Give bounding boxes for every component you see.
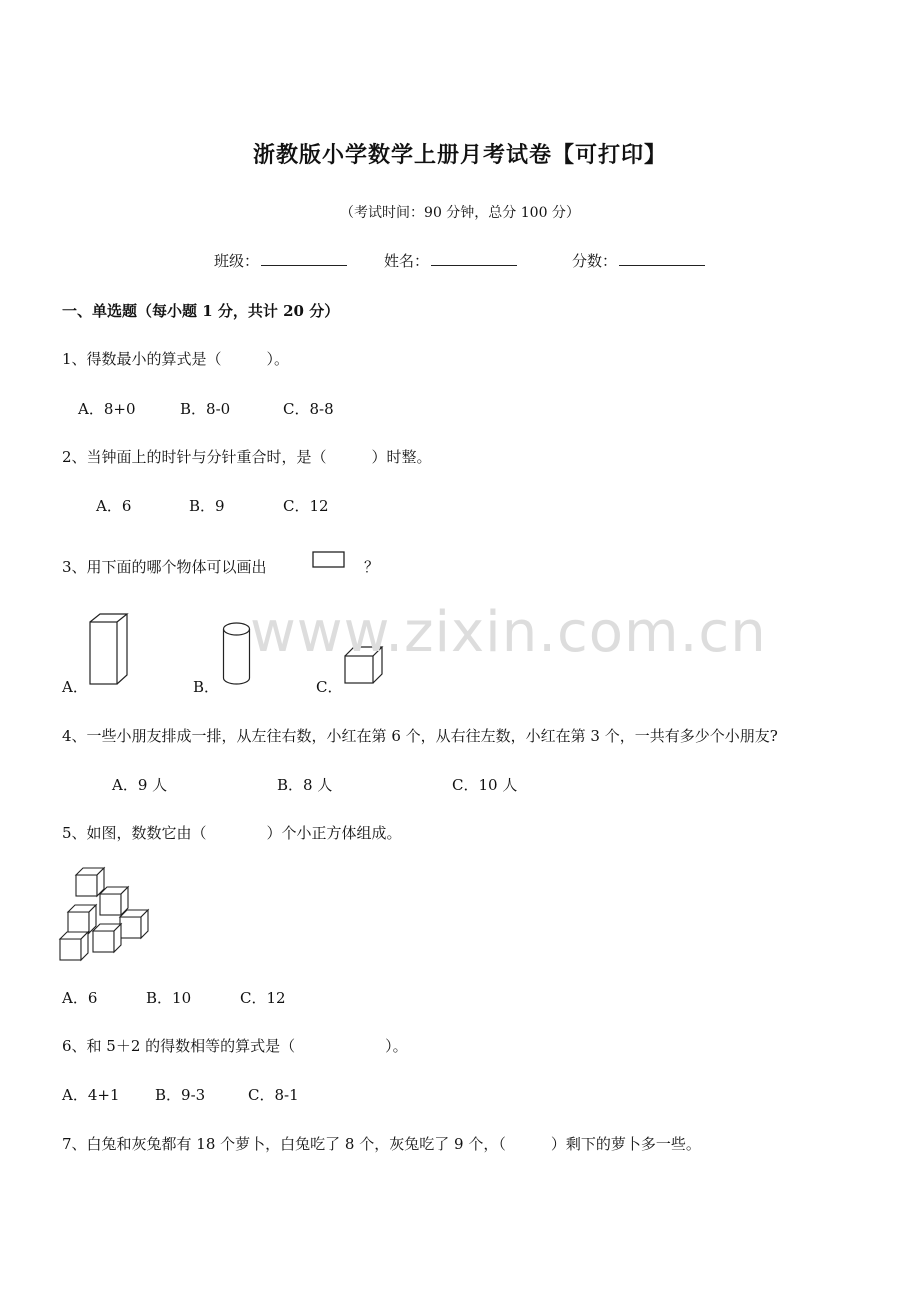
section-heading: 一、单选题（每小题 1 分，共计 20 分）	[62, 302, 340, 320]
question-1: 1、得数最小的算式是（ ）。	[62, 350, 290, 368]
q5-option-c: C．12	[240, 989, 286, 1007]
question-2: 2、当钟面上的时针与分针重合时，是（ ）时整。	[62, 448, 432, 466]
question-6: 6、和 5＋2 的得数相等的算式是（ ）。	[62, 1037, 408, 1055]
q2-option-c: C．12	[283, 497, 329, 515]
name-blank	[431, 251, 517, 266]
class-blank	[261, 251, 347, 266]
q3-option-b: B．	[193, 678, 220, 696]
q2-option-b: B．9	[189, 497, 225, 515]
name-field	[384, 250, 517, 271]
question-3: 3、用下面的哪个物体可以画出	[62, 558, 267, 576]
q2-option-a: A．6	[96, 497, 132, 515]
name-label: 姓名：	[384, 252, 430, 270]
q4-option-c: C．10 人	[452, 776, 518, 794]
rectangle-figure	[312, 551, 346, 569]
q5-option-a: A．6	[62, 989, 98, 1007]
stacked-cubes-figure	[58, 862, 158, 962]
q6-option-b: B．9-3	[155, 1086, 206, 1104]
cylinder-figure	[222, 621, 252, 687]
q5-option-b: B．10	[146, 989, 192, 1007]
q6-option-a: A．4+1	[62, 1086, 120, 1104]
question-5: 5、如图，数数它由（ ）个小正方体组成。	[62, 824, 402, 842]
exam-info: （考试时间：90 分钟，总分 100 分）	[340, 205, 580, 221]
watermark: www.zixin.com.cn	[250, 600, 767, 665]
score-field	[572, 250, 705, 271]
question-7: 7、白兔和灰兔都有 18 个萝卜，白兔吃了 8 个，灰兔吃了 9 个，（ ）剩下的萝卜多一些。	[62, 1135, 701, 1153]
class-field	[214, 250, 347, 271]
page-title: 浙教版小学数学上册月考试卷【可打印】	[252, 142, 667, 168]
score-blank	[619, 251, 705, 266]
q4-option-b: B．8 人	[277, 776, 333, 794]
q1-option-b: B．8-0	[180, 400, 231, 418]
class-label: 班级：	[214, 252, 260, 270]
q3-option-c: C．	[316, 678, 343, 696]
q3-option-a: A．	[62, 678, 88, 696]
q1-option-a: A．8+0	[78, 400, 136, 418]
question-3-suffix: ？	[364, 558, 380, 576]
q6-option-c: C．8-1	[248, 1086, 299, 1104]
q1-option-c: C．8-8	[283, 400, 334, 418]
cuboid-figure	[88, 612, 130, 686]
q4-option-a: A．9 人	[112, 776, 168, 794]
score-label: 分数：	[572, 252, 618, 270]
question-4: 4、一些小朋友排成一排，从左往右数，小红在第 6 个，从右往左数，小红在第 3 个，一共有多少个小朋友?	[62, 727, 778, 745]
